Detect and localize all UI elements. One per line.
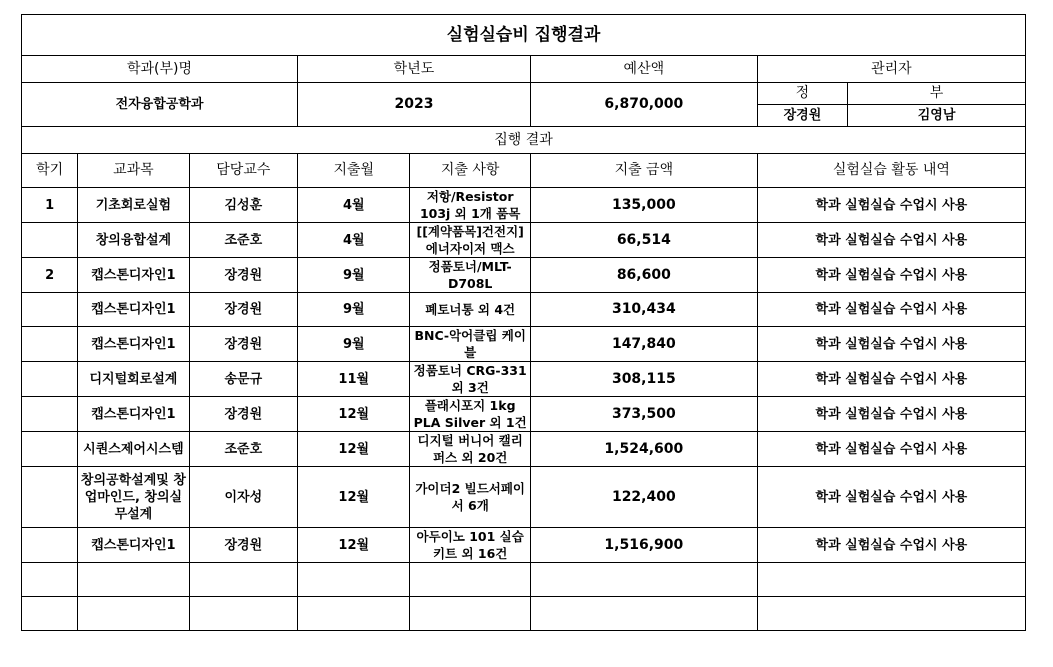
course-cell: 창의공학설계및 창업마인드, 창의실무설계 (78, 467, 189, 528)
month-cell: 11월 (298, 362, 410, 397)
budget-value: 6,870,000 (530, 83, 757, 127)
table-row (22, 293, 1026, 327)
semester-cell (22, 327, 78, 362)
amount-cell: 308,115 (530, 362, 757, 397)
semester-cell (22, 397, 78, 432)
semester-cell (22, 528, 78, 563)
manager-sub-value: 김영남 (848, 105, 1026, 127)
course-cell: 시퀀스제어시스템 (78, 432, 189, 467)
table-row (22, 327, 1026, 362)
expense-item-cell: BNC-악어클립 케이블 (410, 327, 530, 362)
amount-cell: 135,000 (530, 188, 757, 223)
course-cell: 기초회로실험 (78, 188, 189, 223)
month-cell: 12월 (298, 432, 410, 467)
expense-item-cell: 가이더2 빌드서페이서 6개 (410, 467, 530, 528)
month-cell: 12월 (298, 467, 410, 528)
month-cell: 12월 (298, 528, 410, 563)
course-cell: 캡스톤디자인1 (78, 293, 189, 327)
column-header-row (22, 154, 1026, 188)
table-row (22, 432, 1026, 467)
activity-cell: 학과 실험실습 수업시 사용 (757, 258, 1025, 293)
table-row (22, 188, 1026, 223)
empty-row (22, 563, 1026, 597)
course-cell: 창의융합설계 (78, 223, 189, 258)
professor-cell: 장경원 (189, 327, 297, 362)
activity-cell: 학과 실험실습 수업시 사용 (757, 397, 1025, 432)
document-title: 실험실습비 집행결과 (22, 15, 1026, 56)
manager-label: 관리자 (757, 56, 1025, 83)
expense-item-cell: 정품토너 CRG-331 외 3건 (410, 362, 530, 397)
semester-cell (22, 362, 78, 397)
amount-cell: 66,514 (530, 223, 757, 258)
year-label: 학년도 (298, 56, 531, 83)
activity-cell: 학과 실험실습 수업시 사용 (757, 188, 1025, 223)
month-cell: 4월 (298, 188, 410, 223)
dept-value: 전자융합공학과 (22, 83, 298, 127)
column-header: 지출월 (298, 154, 410, 188)
table-row (22, 528, 1026, 563)
semester-cell (22, 293, 78, 327)
amount-cell: 147,840 (530, 327, 757, 362)
month-cell: 9월 (298, 258, 410, 293)
table-row (22, 258, 1026, 293)
empty-row (22, 597, 1026, 631)
dept-label: 학과(부)명 (22, 56, 298, 83)
semester-cell: 2 (22, 258, 78, 293)
column-header: 지출 사항 (410, 154, 530, 188)
activity-cell: 학과 실험실습 수업시 사용 (757, 327, 1025, 362)
month-cell: 9월 (298, 293, 410, 327)
activity-cell: 학과 실험실습 수업시 사용 (757, 362, 1025, 397)
budget-label: 예산액 (530, 56, 757, 83)
professor-cell: 장경원 (189, 528, 297, 563)
expense-item-cell: 아두이노 101 실습키트 외 16건 (410, 528, 530, 563)
expense-item-cell: 저항/Resistor 103j 외 1개 품목 (410, 188, 530, 223)
professor-cell: 송문규 (189, 362, 297, 397)
professor-cell: 장경원 (189, 397, 297, 432)
manager-main-value: 장경원 (757, 105, 847, 127)
professor-cell: 이자성 (189, 467, 297, 528)
expense-item-cell: 폐토너통 외 4건 (410, 293, 530, 327)
activity-cell: 학과 실험실습 수업시 사용 (757, 528, 1025, 563)
semester-cell (22, 467, 78, 528)
course-cell: 캡스톤디자인1 (78, 397, 189, 432)
table-row (22, 467, 1026, 528)
amount-cell: 1,524,600 (530, 432, 757, 467)
manager-main-label: 정 (757, 83, 847, 105)
amount-cell: 1,516,900 (530, 528, 757, 563)
semester-cell (22, 223, 78, 258)
column-header: 지출 금액 (530, 154, 757, 188)
professor-cell: 조준호 (189, 223, 297, 258)
month-cell: 9월 (298, 327, 410, 362)
activity-cell: 학과 실험실습 수업시 사용 (757, 223, 1025, 258)
column-header: 교과목 (78, 154, 189, 188)
amount-cell: 86,600 (530, 258, 757, 293)
course-cell: 캡스톤디자인1 (78, 258, 189, 293)
manager-sub-label: 부 (848, 83, 1026, 105)
execution-results-table (21, 14, 1026, 631)
column-header: 학기 (22, 154, 78, 188)
amount-cell: 310,434 (530, 293, 757, 327)
expense-item-cell: [[계약품목]건전지]에너자이저 맥스 (410, 223, 530, 258)
professor-cell: 조준호 (189, 432, 297, 467)
amount-cell: 122,400 (530, 467, 757, 528)
year-value: 2023 (298, 83, 531, 127)
expense-item-cell: 플래시포지 1kg PLA Silver 외 1건 (410, 397, 530, 432)
table-row (22, 223, 1026, 258)
course-cell: 디지털회로설계 (78, 362, 189, 397)
column-header: 담당교수 (189, 154, 297, 188)
professor-cell: 장경원 (189, 293, 297, 327)
activity-cell: 학과 실험실습 수업시 사용 (757, 467, 1025, 528)
professor-cell: 장경원 (189, 258, 297, 293)
activity-cell: 학과 실험실습 수업시 사용 (757, 432, 1025, 467)
course-cell: 캡스톤디자인1 (78, 327, 189, 362)
course-cell: 캡스톤디자인1 (78, 528, 189, 563)
expense-item-cell: 디지털 버니어 캘리퍼스 외 20건 (410, 432, 530, 467)
column-header: 실험실습 활동 내역 (757, 154, 1025, 188)
month-cell: 12월 (298, 397, 410, 432)
professor-cell: 김성훈 (189, 188, 297, 223)
month-cell: 4월 (298, 223, 410, 258)
activity-cell: 학과 실험실습 수업시 사용 (757, 293, 1025, 327)
table-row (22, 397, 1026, 432)
section-title: 집행 결과 (22, 127, 1026, 154)
table-row (22, 362, 1026, 397)
amount-cell: 373,500 (530, 397, 757, 432)
semester-cell: 1 (22, 188, 78, 223)
expense-item-cell: 정품토너/MLT-D708L (410, 258, 530, 293)
semester-cell (22, 432, 78, 467)
